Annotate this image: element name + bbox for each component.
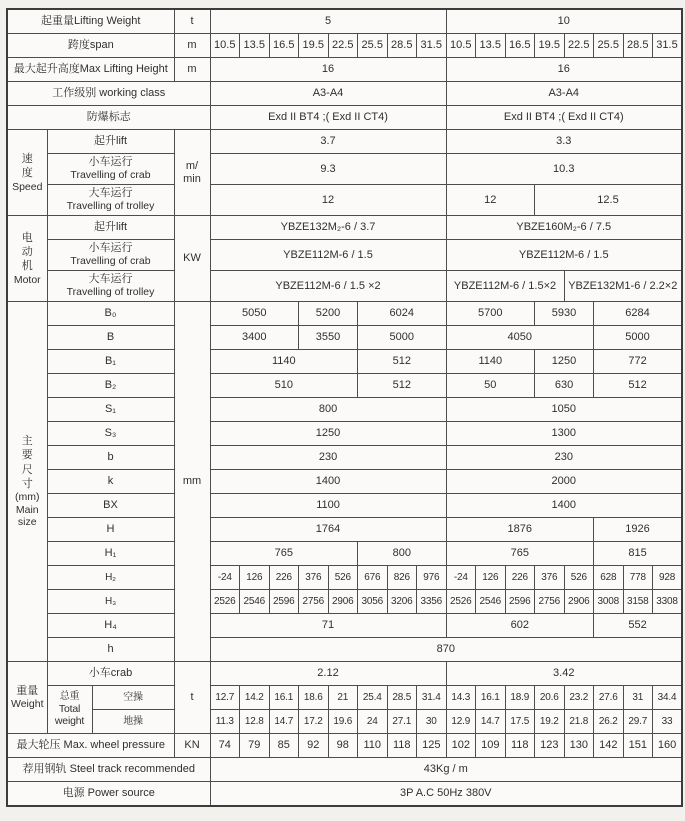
span-cell: 28.5 <box>387 34 417 58</box>
dim-cell: 2906 <box>328 590 358 614</box>
row-dim-k <box>7 470 682 494</box>
dim-cell: -24 <box>210 566 240 590</box>
weight-cell: 28.5 <box>387 686 417 710</box>
span-cell: 31.5 <box>417 34 447 58</box>
dim-cell: 2906 <box>564 590 594 614</box>
weight-cell: 20.6 <box>535 686 565 710</box>
weight-cell: 29.7 <box>623 710 653 734</box>
weight-cell: 12.9 <box>446 710 476 734</box>
dim-cell: 826 <box>387 566 417 590</box>
speed-crab-5t: 9.3 <box>210 154 446 185</box>
row-working-class <box>7 82 682 106</box>
motor-trolley-label <box>47 271 174 302</box>
row-dim-B0 <box>7 302 682 326</box>
span-cell: 13.5 <box>476 34 506 58</box>
wheel-pressure-cell: 98 <box>328 734 358 758</box>
motor-trolley-label-cn: 大车运行 <box>88 273 133 286</box>
row-weight-crab <box>7 662 682 686</box>
row-power-source <box>7 782 682 807</box>
dim-cell: 772 <box>594 350 683 374</box>
dim-cell: 1926 <box>594 518 683 542</box>
dim-cell: 800 <box>358 542 447 566</box>
motor-group-label <box>7 216 47 302</box>
dim-cell: 6024 <box>358 302 447 326</box>
dim-cell: 1400 <box>210 470 446 494</box>
speed-unit-line1: m/ <box>185 159 199 172</box>
speed-crab-label-cn: 小车运行 <box>88 156 133 169</box>
speed-trolley-label-en: Travelling of trolley <box>66 200 155 213</box>
row-lifting-weight <box>7 9 682 34</box>
weight-cell: 11.3 <box>210 710 240 734</box>
weight-cell: 24 <box>358 710 388 734</box>
motor-lift-label: 起升lift <box>47 216 174 240</box>
weight-group-cn: 重量 <box>16 684 39 697</box>
dim-cell: 1250 <box>535 350 594 374</box>
explosion-proof-label: 防爆标志 <box>7 106 210 130</box>
dim-cell: 126 <box>476 566 506 590</box>
dim-cell: 676 <box>358 566 388 590</box>
weight-cell: 12.8 <box>240 710 270 734</box>
dim-cell: 5050 <box>210 302 299 326</box>
dim-cell: 226 <box>269 566 299 590</box>
row-speed-trolley <box>7 185 682 216</box>
speed-trolley-10t-b: 12.5 <box>535 185 683 216</box>
wheel-pressure-unit: KN <box>174 734 210 758</box>
weight-cell: 18.6 <box>299 686 329 710</box>
motor-crab-label-en: Travelling of crab <box>70 255 151 268</box>
dim-cell: 1050 <box>446 398 682 422</box>
span-cell: 25.5 <box>594 34 624 58</box>
weight-crab-10t: 3.42 <box>446 662 682 686</box>
dim-cell: 230 <box>446 446 682 470</box>
weight-cell: 30 <box>417 710 447 734</box>
dim-cell: 630 <box>535 374 594 398</box>
dim-cell: 2596 <box>269 590 299 614</box>
wheel-pressure-cell: 125 <box>417 734 447 758</box>
steel-track-value: 43Kg / m <box>210 758 682 782</box>
explosion-proof-10t: Exd II BT4 ;( Exd II CT4) <box>446 106 682 130</box>
size-group-size: size <box>17 516 37 529</box>
span-cell: 31.5 <box>653 34 683 58</box>
total-weight-label <box>47 686 92 734</box>
power-source-label: 电源 Power source <box>7 782 210 807</box>
motor-group-cn: 电动机 <box>21 231 33 273</box>
dim-cell: -24 <box>446 566 476 590</box>
dim-cell: 2756 <box>299 590 329 614</box>
span-unit: m <box>174 34 210 58</box>
lifting-weight-label: 起重量Lifting Weight <box>7 9 174 34</box>
dim-label: H₄ <box>47 614 174 638</box>
dim-cell: 126 <box>240 566 270 590</box>
speed-group-label <box>7 130 47 216</box>
max-height-10t: 16 <box>446 58 682 82</box>
dim-label: H <box>47 518 174 542</box>
size-group-cn: 主要尺寸 <box>21 435 33 490</box>
motor-trolley-10t-a: YBZE112M-6 / 1.5×2 <box>446 271 564 302</box>
dim-cell: 976 <box>417 566 447 590</box>
motor-trolley-label-en: Travelling of trolley <box>66 286 155 299</box>
size-unit: mm <box>174 302 210 662</box>
dim-cell: 71 <box>210 614 446 638</box>
weight-cell: 33 <box>653 710 683 734</box>
motor-trolley-5t: YBZE112M-6 / 1.5 ×2 <box>210 271 446 302</box>
dim-cell: 2526 <box>446 590 476 614</box>
span-cell: 19.5 <box>535 34 565 58</box>
power-source-value: 3P A.C 50Hz 380V <box>210 782 682 807</box>
weight-cell: 27.1 <box>387 710 417 734</box>
dim-cell: 1876 <box>446 518 594 542</box>
weight-cell: 14.7 <box>269 710 299 734</box>
row-speed-lift <box>7 130 682 154</box>
weight-group-label <box>7 662 47 734</box>
speed-group-cn: 速度 <box>21 152 33 180</box>
span-cell: 28.5 <box>623 34 653 58</box>
span-cell: 10.5 <box>210 34 240 58</box>
dim-cell: 3356 <box>417 590 447 614</box>
weight-crab-label: 小车crab <box>47 662 174 686</box>
cab-operation-label: 空操 <box>92 686 174 710</box>
working-class-10t: A3-A4 <box>446 82 682 106</box>
speed-crab-label <box>47 154 174 185</box>
wheel-pressure-cell: 92 <box>299 734 329 758</box>
dim-cell: 2546 <box>476 590 506 614</box>
size-group-mm: (mm) <box>15 491 40 504</box>
motor-crab-label-cn: 小车运行 <box>88 242 133 255</box>
steel-track-label: 荐用钢轨 Steel track recommended <box>7 758 210 782</box>
span-cell: 22.5 <box>564 34 594 58</box>
weight-crab-5t: 2.12 <box>210 662 446 686</box>
weight-cell: 31.4 <box>417 686 447 710</box>
dim-cell: 510 <box>210 374 358 398</box>
dim-cell: 230 <box>210 446 446 470</box>
dim-cell: 526 <box>564 566 594 590</box>
dim-cell: 815 <box>594 542 683 566</box>
speed-crab-label-en: Travelling of crab <box>70 169 151 182</box>
dim-label: h <box>47 638 174 662</box>
dim-cell: 1400 <box>446 494 682 518</box>
dim-label: S₁ <box>47 398 174 422</box>
dim-cell: 2756 <box>535 590 565 614</box>
dim-cell: 376 <box>299 566 329 590</box>
dim-cell: 2000 <box>446 470 682 494</box>
speed-group-en: Speed <box>12 180 43 193</box>
dim-cell: 1250 <box>210 422 446 446</box>
working-class-5t: A3-A4 <box>210 82 446 106</box>
row-dim-BX <box>7 494 682 518</box>
weight-cell: 26.2 <box>594 710 624 734</box>
weight-cell: 16.1 <box>269 686 299 710</box>
speed-unit <box>174 130 210 216</box>
speed-trolley-label-cn: 大车运行 <box>88 187 133 200</box>
capacity-5t: 5 <box>210 9 446 34</box>
weight-cell: 23.2 <box>564 686 594 710</box>
dim-cell: 1140 <box>446 350 535 374</box>
weight-cell: 21 <box>328 686 358 710</box>
wheel-pressure-cell: 102 <box>446 734 476 758</box>
span-cell: 16.5 <box>269 34 299 58</box>
dim-label: k <box>47 470 174 494</box>
row-dim-S1 <box>7 398 682 422</box>
speed-trolley-5t: 12 <box>210 185 446 216</box>
max-height-unit: m <box>174 58 210 82</box>
row-dim-S3 <box>7 422 682 446</box>
capacity-10t: 10 <box>446 9 682 34</box>
weight-cell: 14.2 <box>240 686 270 710</box>
wheel-pressure-cell: 142 <box>594 734 624 758</box>
size-group-label <box>7 302 47 662</box>
speed-crab-10t: 10.3 <box>446 154 682 185</box>
weight-cell: 27.6 <box>594 686 624 710</box>
weight-group-en: Weight <box>11 697 44 710</box>
weight-cell: 18.9 <box>505 686 535 710</box>
dim-cell: 628 <box>594 566 624 590</box>
lifting-weight-unit: t <box>174 9 210 34</box>
dim-cell: 1300 <box>446 422 682 446</box>
wheel-pressure-cell: 85 <box>269 734 299 758</box>
motor-crab-10t: YBZE112M-6 / 1.5 <box>446 240 682 271</box>
wheel-pressure-label: 最大轮压 Max. wheel pressure <box>7 734 174 758</box>
speed-lift-10t: 3.3 <box>446 130 682 154</box>
dim-cell: 552 <box>594 614 683 638</box>
motor-lift-10t: YBZE160M₂-6 / 7.5 <box>446 216 682 240</box>
dim-cell: 3550 <box>299 326 358 350</box>
speed-trolley-10t-a: 12 <box>446 185 535 216</box>
working-class-label: 工作级别 working class <box>7 82 210 106</box>
spec-table <box>6 8 683 807</box>
speed-trolley-label <box>47 185 174 216</box>
weight-cell: 14.3 <box>446 686 476 710</box>
row-motor-trolley <box>7 271 682 302</box>
dim-cell: 5200 <box>299 302 358 326</box>
ground-operation-label: 地操 <box>92 710 174 734</box>
dim-cell: 5700 <box>446 302 535 326</box>
dim-label: H₃ <box>47 590 174 614</box>
weight-cell: 17.2 <box>299 710 329 734</box>
dim-label: B₁ <box>47 350 174 374</box>
row-wheel-pressure <box>7 734 682 758</box>
span-cell: 19.5 <box>299 34 329 58</box>
dim-cell: 778 <box>623 566 653 590</box>
row-motor-crab <box>7 240 682 271</box>
row-motor-lift <box>7 216 682 240</box>
explosion-proof-5t: Exd II BT4 ;( Exd II CT4) <box>210 106 446 130</box>
dim-label: S₃ <box>47 422 174 446</box>
dim-cell: 5000 <box>594 326 683 350</box>
span-label: 跨度span <box>7 34 174 58</box>
row-weight-ground <box>7 710 682 734</box>
dim-cell: 512 <box>594 374 683 398</box>
dim-cell: 928 <box>653 566 683 590</box>
weight-cell: 31 <box>623 686 653 710</box>
wheel-pressure-cell: 118 <box>505 734 535 758</box>
dim-cell: 50 <box>446 374 535 398</box>
dim-cell: 2526 <box>210 590 240 614</box>
dim-cell: 512 <box>358 374 447 398</box>
wheel-pressure-cell: 123 <box>535 734 565 758</box>
dim-cell: 512 <box>358 350 447 374</box>
row-max-lifting-height <box>7 58 682 82</box>
motor-group-en: Motor <box>13 273 41 286</box>
dim-label: B₀ <box>47 302 174 326</box>
row-dim-B2 <box>7 374 682 398</box>
dim-cell: 526 <box>328 566 358 590</box>
dim-cell: 2546 <box>240 590 270 614</box>
row-dim-H3 <box>7 590 682 614</box>
dim-cell: 376 <box>535 566 565 590</box>
weight-cell: 25.4 <box>358 686 388 710</box>
dim-cell: 3400 <box>210 326 299 350</box>
row-weight-cab <box>7 686 682 710</box>
motor-crab-5t: YBZE112M-6 / 1.5 <box>210 240 446 271</box>
wheel-pressure-cell: 151 <box>623 734 653 758</box>
dim-cell: 3308 <box>653 590 683 614</box>
wheel-pressure-cell: 110 <box>358 734 388 758</box>
max-height-label: 最大起升高度Max Lifting Height <box>7 58 174 82</box>
weight-cell: 17.5 <box>505 710 535 734</box>
weight-cell: 19.2 <box>535 710 565 734</box>
max-height-5t: 16 <box>210 58 446 82</box>
weight-unit: t <box>174 662 210 734</box>
wheel-pressure-cell: 109 <box>476 734 506 758</box>
dim-cell: 5930 <box>535 302 594 326</box>
dim-cell: 3056 <box>358 590 388 614</box>
weight-cell: 34.4 <box>653 686 683 710</box>
span-cell: 13.5 <box>240 34 270 58</box>
weight-cell: 19.6 <box>328 710 358 734</box>
row-dim-H1 <box>7 542 682 566</box>
dim-cell: 3008 <box>594 590 624 614</box>
row-speed-crab <box>7 154 682 185</box>
dim-label: H₂ <box>47 566 174 590</box>
wheel-pressure-cell: 130 <box>564 734 594 758</box>
wheel-pressure-cell: 79 <box>240 734 270 758</box>
motor-crab-label <box>47 240 174 271</box>
speed-lift-5t: 3.7 <box>210 130 446 154</box>
dim-label: H₁ <box>47 542 174 566</box>
row-span <box>7 34 682 58</box>
total-weight-en2: weight <box>54 715 85 728</box>
dim-cell: 765 <box>446 542 594 566</box>
weight-cell: 14.7 <box>476 710 506 734</box>
row-dim-b <box>7 446 682 470</box>
dim-cell: 3158 <box>623 590 653 614</box>
dim-cell: 765 <box>210 542 358 566</box>
dim-cell: 800 <box>210 398 446 422</box>
row-dim-H <box>7 518 682 542</box>
dim-cell: 226 <box>505 566 535 590</box>
row-dim-B1 <box>7 350 682 374</box>
span-cell: 16.5 <box>505 34 535 58</box>
weight-cell: 16.1 <box>476 686 506 710</box>
wheel-pressure-cell: 118 <box>387 734 417 758</box>
span-cell: 22.5 <box>328 34 358 58</box>
total-weight-cn: 总重 <box>59 691 80 703</box>
dim-cell: 6284 <box>594 302 683 326</box>
weight-cell: 21.8 <box>564 710 594 734</box>
span-cell: 25.5 <box>358 34 388 58</box>
motor-lift-5t: YBZE132M₂-6 / 3.7 <box>210 216 446 240</box>
dim-label: B <box>47 326 174 350</box>
wheel-pressure-cell: 160 <box>653 734 683 758</box>
dim-cell: 1764 <box>210 518 446 542</box>
dim-label: b <box>47 446 174 470</box>
wheel-pressure-cell: 74 <box>210 734 240 758</box>
span-cell: 10.5 <box>446 34 476 58</box>
row-explosion-proof <box>7 106 682 130</box>
total-weight-en1: Total <box>58 702 81 715</box>
dim-label: BX <box>47 494 174 518</box>
dim-cell: 5000 <box>358 326 447 350</box>
dim-cell: 4050 <box>446 326 594 350</box>
row-dim-B <box>7 326 682 350</box>
dim-cell: 1100 <box>210 494 446 518</box>
motor-trolley-10t-b: YBZE132M1-6 / 2.2×2 <box>564 271 682 302</box>
size-group-main: Main <box>15 503 39 516</box>
row-dim-H2 <box>7 566 682 590</box>
dim-cell: 3206 <box>387 590 417 614</box>
dim-label: B₂ <box>47 374 174 398</box>
dim-cell: 1140 <box>210 350 358 374</box>
weight-cell: 12.7 <box>210 686 240 710</box>
dim-cell: 2596 <box>505 590 535 614</box>
motor-unit: KW <box>174 216 210 302</box>
dim-cell: 870 <box>210 638 682 662</box>
row-dim-h <box>7 638 682 662</box>
row-dim-H4 <box>7 614 682 638</box>
dim-cell: 602 <box>446 614 594 638</box>
speed-unit-line2: min <box>183 172 201 185</box>
row-steel-track <box>7 758 682 782</box>
speed-lift-label: 起升lift <box>47 130 174 154</box>
